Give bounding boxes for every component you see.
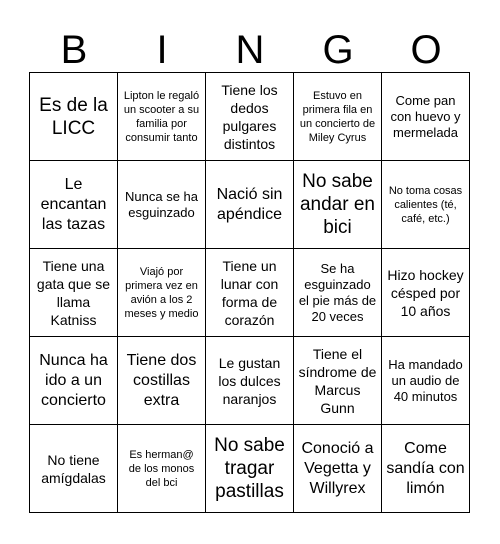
cell-text: Viajó por primera vez en avión a los 2 meses y medio: [124, 265, 199, 320]
bingo-cell-r1-c4[interactable]: [382, 161, 470, 249]
bingo-cell-r4-c2[interactable]: [206, 425, 294, 513]
bingo-cell-r2-c0[interactable]: [30, 249, 118, 337]
cell-text: Tiene una gata que se llama Katniss: [36, 257, 111, 328]
bingo-cell-r2-c3[interactable]: [294, 249, 382, 337]
bingo-cell-r4-c3[interactable]: [294, 425, 382, 513]
bingo-cell-r0-c2[interactable]: [206, 73, 294, 161]
bingo-cell-r4-c0[interactable]: [30, 425, 118, 513]
cell-text: Es herman@ de los monos del bci: [128, 448, 195, 489]
header-letter-i: I: [156, 28, 168, 72]
cell-text: Lipton le regaló un scooter a su familia por consumir tanto: [123, 89, 200, 144]
bingo-cell-r1-c3[interactable]: [294, 161, 382, 249]
cell-text: Se ha esguinzado el pie más de 20 veces: [298, 260, 377, 324]
cell-text: Tiene dos costillas extra: [126, 351, 197, 409]
cell-text: Tiene el síndrome de Marcus Gunn: [298, 345, 377, 416]
cell-text: No toma cosas calientes (té, café, etc.): [388, 184, 463, 225]
bingo-cell-r3-c3[interactable]: [294, 337, 382, 425]
cell-text: Come pan con huevo y mermelada: [390, 92, 461, 140]
header-letter-o: O: [410, 28, 442, 72]
cell-text: Nació sin apéndice: [216, 185, 283, 223]
header-letter-n: N: [235, 28, 265, 72]
header-letter-g: G: [322, 28, 354, 72]
bingo-cell-r1-c1[interactable]: [118, 161, 206, 249]
header-letter-b: B: [60, 28, 88, 72]
cell-text: Es de la LICC: [39, 94, 108, 139]
cell-text: Conoció a Vegetta y Willyrex: [301, 439, 374, 497]
bingo-cell-r4-c4[interactable]: [382, 425, 470, 513]
bingo-cell-r3-c0[interactable]: [30, 337, 118, 425]
cell-text: Come sandía con limón: [386, 439, 465, 497]
bingo-cell-r4-c1[interactable]: [118, 425, 206, 513]
cell-text: Hizo hockey césped por 10 años: [387, 266, 464, 319]
cell-text: Le gustan los dulces naranjos: [218, 354, 281, 407]
bingo-cell-r0-c1[interactable]: [118, 73, 206, 161]
cell-text: No sabe andar en bici: [299, 171, 375, 238]
cell-text: Tiene los dedos pulgares distintos: [221, 81, 278, 152]
bingo-cell-r1-c2[interactable]: [206, 161, 294, 249]
cell-text: Estuvo en primera fila en un concierto de Miley Cyrus: [299, 89, 376, 144]
cell-text: Nunca se ha esguinzado: [125, 188, 198, 220]
bingo-header: [30, 24, 470, 76]
bingo-cell-r2-c4[interactable]: [382, 249, 470, 337]
bingo-cell-r0-c3[interactable]: [294, 73, 382, 161]
bingo-grid: [29, 72, 470, 513]
bingo-cell-r3-c4[interactable]: [382, 337, 470, 425]
cell-text: Ha mandado un audio de 40 minutos: [388, 356, 463, 404]
cell-text: Le encantan las tazas: [40, 175, 107, 233]
bingo-cell-r2-c1[interactable]: [118, 249, 206, 337]
cell-text: No sabe tragar pastillas: [214, 435, 285, 502]
bingo-cell-r0-c4[interactable]: [382, 73, 470, 161]
bingo-cell-r2-c2[interactable]: [206, 249, 294, 337]
bingo-cell-r0-c0[interactable]: [30, 73, 118, 161]
cell-text: No tiene amígdalas: [41, 451, 106, 486]
bingo-cell-r3-c2[interactable]: [206, 337, 294, 425]
cell-text: Tiene un lunar con forma de corazón: [220, 257, 279, 328]
bingo-cell-r3-c1[interactable]: [118, 337, 206, 425]
cell-text: Nunca ha ido a un concierto: [39, 351, 108, 409]
bingo-cell-r1-c0[interactable]: [30, 161, 118, 249]
